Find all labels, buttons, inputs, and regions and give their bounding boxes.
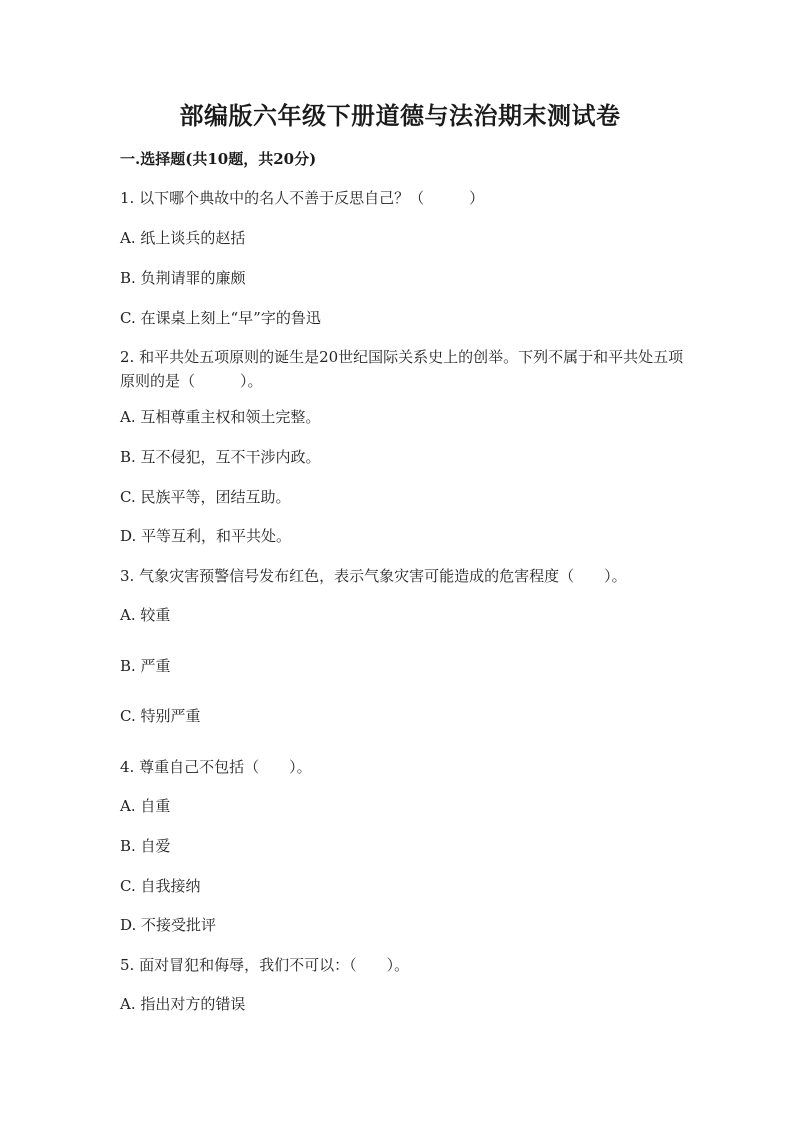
- question-4-stem: 4. 尊重自己不包括（ ）。: [120, 758, 312, 776]
- question-2-option-c: C. 民族平等，团结互助。: [120, 488, 291, 506]
- question-3-stem: 3. 气象灾害预警信号发布红色，表示气象灾害可能造成的危害程度（ ）。: [120, 567, 627, 585]
- question-3-option-c: C. 特别严重: [120, 707, 201, 725]
- question-2-option-a: A. 互相尊重主权和领土完整。: [120, 408, 321, 426]
- question-1-stem: 1. 以下哪个典故中的名人不善于反思自己？（ ）: [120, 189, 485, 207]
- question-2-option-b: B. 互不侵犯，互不干涉内政。: [120, 448, 321, 466]
- question-1-option-b: B. 负荆请罪的廉颇: [120, 269, 246, 287]
- question-2-stem: 2. 和平共处五项原则的诞生是20世纪国际关系史上的创举。下列不属于和平共处五项原则的是（ ）。: [120, 348, 684, 390]
- question-2-option-d: D. 平等互利，和平共处。: [120, 527, 292, 545]
- question-4-option-a: A. 自重: [120, 797, 171, 815]
- question-5-stem: 5. 面对冒犯和侮辱，我们不可以：（ ）。: [120, 956, 410, 974]
- question-3-option-a: A. 较重: [120, 606, 171, 624]
- question-1-option-c: C. 在课桌上刻上“早”字的鲁迅: [120, 309, 321, 327]
- question-1-option-a: A. 纸上谈兵的赵括: [120, 229, 246, 247]
- section-heading: 一.选择题(共10题，共20分): [120, 150, 317, 168]
- question-3-option-b: B. 严重: [120, 657, 171, 675]
- question-5-option-a: A. 指出对方的错误: [120, 995, 246, 1013]
- question-4-option-b: B. 自爱: [120, 837, 171, 855]
- page-title: 部编版六年级下册道德与法治期末测试卷: [179, 101, 621, 130]
- question-4-option-c: C. 自我接纳: [120, 877, 201, 895]
- question-4-option-d: D. 不接受批评: [120, 916, 217, 934]
